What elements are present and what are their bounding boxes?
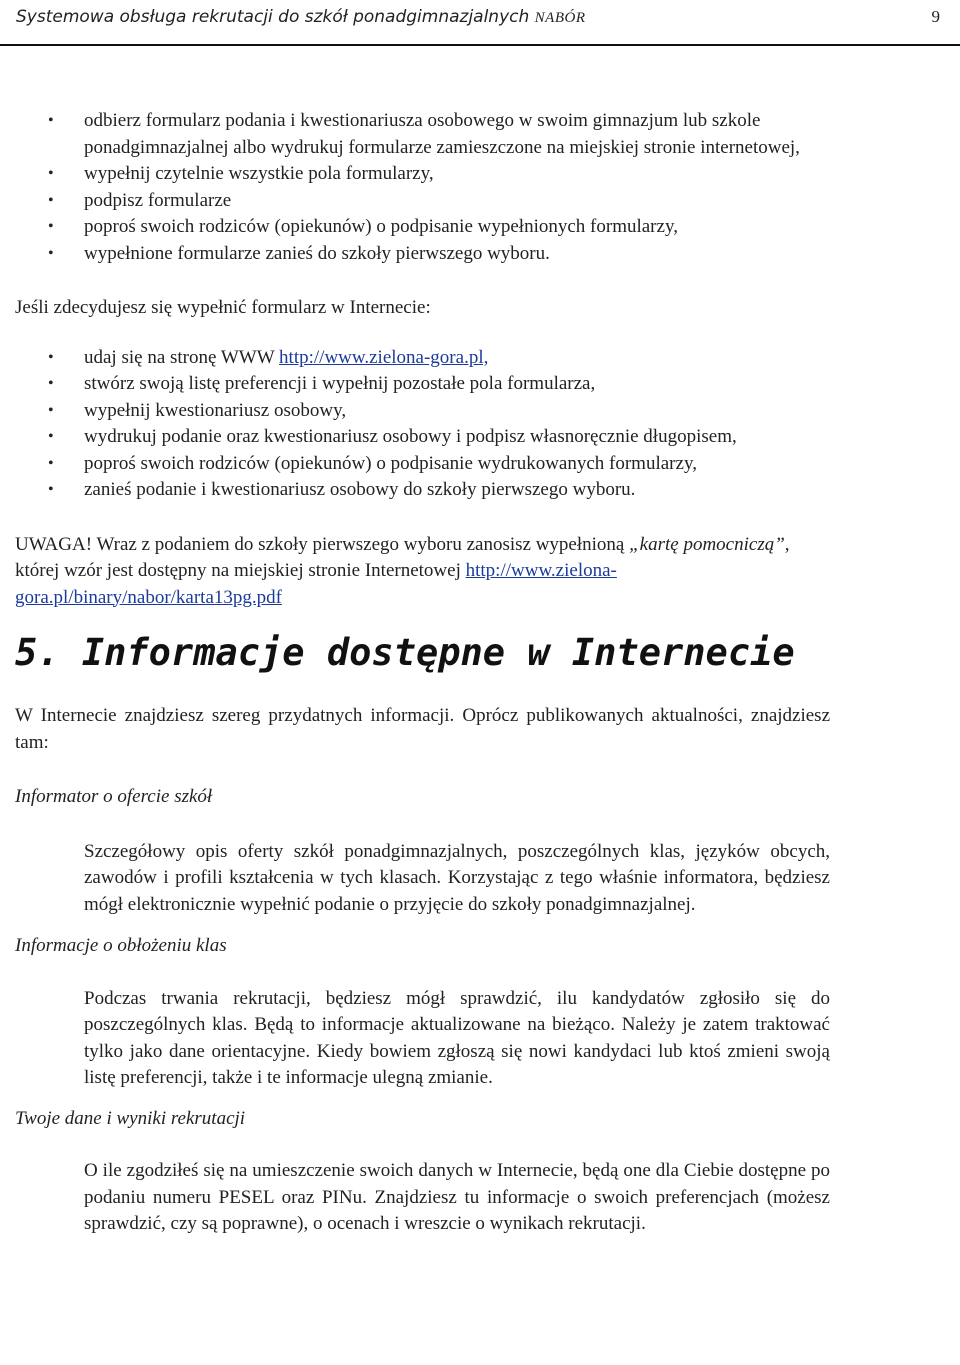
list-item xyxy=(15,424,830,451)
block-text-oblozenie: Podczas trwania rekrutacji, będziesz mógł sprawdzić, ilu kandydatów zgłosiło się do poszczególnych klas. Będą to informacje aktualizowane na bieżąco. Należy je zatem traktować tylko jako dane orientacyjne. Kiedy bowiem zgłoszą się nowi kandydaci lub ktoś zmieni swoją listę preferencji, także i te informacje ulegną zmianie. xyxy=(84,987,830,1088)
bullet-icon: • xyxy=(48,348,54,366)
bullet-icon: • xyxy=(48,401,54,419)
header-title: Systemowa obsługa rekrutacji do szkół ponadgimnazjalnych xyxy=(16,7,530,27)
header-rule xyxy=(0,44,960,46)
uwaga-prefix: UWAGA! Wraz z podaniem do szkoły pierwszego wyboru zanosisz wypełnioną xyxy=(15,533,630,555)
list-item xyxy=(15,188,830,215)
list-item-text: wypełnione formularze zanieś do szkoły pierwszego wyboru. xyxy=(84,242,550,264)
bullet-icon: • xyxy=(48,375,54,392)
list-item-text: podpisz formularze xyxy=(84,189,232,211)
page-number: 9 xyxy=(931,7,940,26)
uwaga-suffix: , której wzór jest dostępny na miejskiej stronie Internetowej xyxy=(15,533,790,581)
list-item xyxy=(15,371,830,398)
paper-form-steps-list xyxy=(15,108,830,267)
bullet-icon: • xyxy=(48,218,54,235)
online-form-steps-list xyxy=(15,345,830,504)
block-text-dane: O ile zgodziłeś się na umieszczenie swoich danych w Internecie, będą one dla Ciebie dostępne po podaniu numeru PESEL oraz PINu. Znajdziesz tu informacje o swoich preferencjach (możesz sprawdzić, czy są poprawne), o ocenach i wreszcie o wynikach rekrutacji. xyxy=(84,1160,830,1234)
header-tag: NABÓR xyxy=(534,10,586,26)
bullet-icon: • xyxy=(48,481,54,498)
list-item-text: poproś swoich rodziców (opiekunów) o podpisanie wydrukowanych formularzy, xyxy=(84,452,697,474)
list-item-text: wydrukuj podanie oraz kwestionariusz osobowy i podpisz własnoręcznie długopisem, xyxy=(84,426,737,447)
list-item xyxy=(15,161,830,188)
section-intro: W Internecie znajdziesz szereg przydatnych informacji. Oprócz publikowanych aktualności, znajdziesz tam: xyxy=(15,705,830,753)
bullet-icon: • xyxy=(48,454,54,472)
bullet-icon: • xyxy=(48,191,54,209)
list-item xyxy=(15,477,830,504)
list-item-text: zanieś podanie i kwestionariusz osobowy do szkoły pierwszego wyboru. xyxy=(84,479,636,500)
block-title-dane: Twoje dane i wyniki rekrutacji xyxy=(15,1107,246,1129)
list-item-text: wypełnij czytelnie wszystkie pola formularzy, xyxy=(84,163,434,184)
bullet-icon: • xyxy=(48,428,54,445)
list-item xyxy=(15,345,830,372)
uwaga-italic: „kartę pomocniczą” xyxy=(629,533,785,555)
list-item-text: stwórz swoją listę preferencji i wypełnij pozostałe pola formularza, xyxy=(84,373,596,394)
list-item-text: poproś swoich rodziców (opiekunów) o podpisanie wypełnionych formularzy, xyxy=(84,216,678,237)
uwaga-note xyxy=(15,532,830,612)
list-item xyxy=(15,108,830,161)
page-header xyxy=(16,0,946,34)
block-title-informator: Informator o ofercie szkół xyxy=(15,786,213,807)
page-content xyxy=(15,108,830,1238)
block-text-informator: Szczegółowy opis oferty szkół ponadgimnazjalnych, poszczególnych klas, języków obcych, zawodów i profili kształcenia w tych klasach. Korzystając z tego właśnie informatora, będziesz mógł elektronicznie wypełnić podanie o przyjęcie do szkoły ponadgimnazjalnej. xyxy=(84,840,830,915)
list-item xyxy=(15,214,830,241)
website-link[interactable]: http://www.zielona-gora.pl, xyxy=(279,346,489,368)
section-heading: 5. Informacje dostępne w Internecie xyxy=(15,631,795,674)
bullet-icon: • xyxy=(48,112,54,129)
list-item-text: udaj się na stronę WWW xyxy=(84,346,280,368)
online-intro: Jeśli zdecydujesz się wypełnić formularz w Internecie: xyxy=(15,297,431,318)
bullet-icon: • xyxy=(48,165,54,182)
list-item xyxy=(15,451,830,478)
list-item xyxy=(15,241,830,268)
list-item-text: odbierz formularz podania i kwestionariusza osobowego w swoim gimnazjum lub szkole ponadgimnazjalnej albo wydrukuj formularze zamieszczone na miejskiej stronie internetowej, xyxy=(84,110,800,158)
list-item-text: wypełnij kwestionariusz osobowy, xyxy=(84,399,347,421)
block-title-oblozenie: Informacje o obłożeniu klas xyxy=(15,935,227,956)
bullet-icon: • xyxy=(48,244,54,262)
list-item xyxy=(15,398,830,425)
karta-pdf-link[interactable]: http://www.zielona-gora.pl/binary/nabor/karta13pg.pdf xyxy=(15,560,617,608)
